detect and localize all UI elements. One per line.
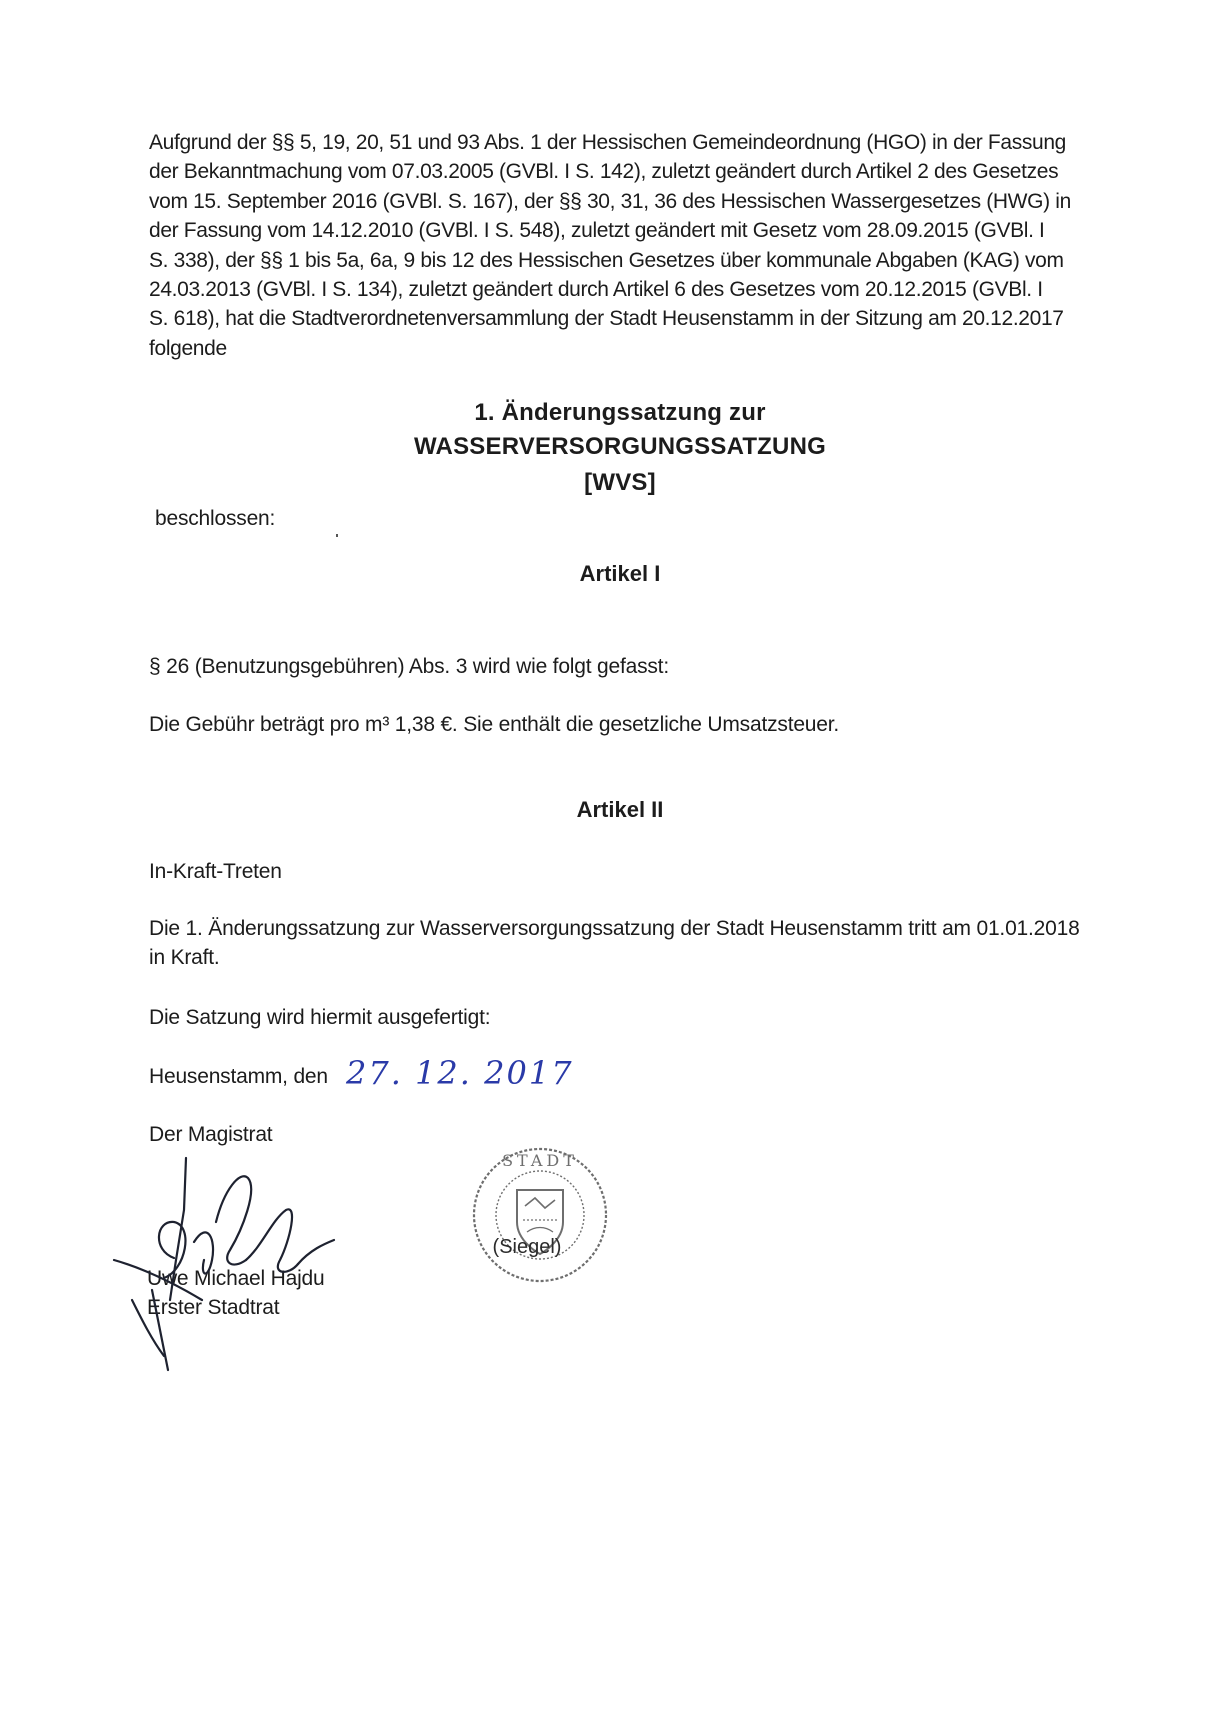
document-title-line-2: WASSERVERSORGUNGSSATZUNG <box>414 433 826 460</box>
preamble-line: Aufgrund der §§ 5, 19, 20, 51 und 93 Abs. 1 der Hessischen Gemeindeordnung (HGO) in der Fassung <box>149 131 1066 154</box>
scan-speck <box>336 534 338 537</box>
artikel-2-paragraph-line-1: Die 1. Änderungssatzung zur Wasserversorgungssatzung der Stadt Heusenstamm tritt am 01.01.2018 <box>149 917 1080 940</box>
artikel-2-paragraph-line-2: in Kraft. <box>149 946 220 969</box>
artikel-2-subheading: In-Kraft-Treten <box>149 860 282 883</box>
preamble-line: S. 338), der §§ 1 bis 5a, 6a, 9 bis 12 des Hessischen Gesetzes über kommunale Abgaben (KAG) vom <box>149 248 1064 272</box>
seal-label: (Siegel) <box>492 1236 562 1258</box>
place-date-label: Heusenstamm, den <box>149 1065 328 1088</box>
signer-title: Erster Stadtrat <box>147 1296 280 1319</box>
official-seal <box>465 1140 615 1290</box>
preamble-line: der Bekanntmachung vom 07.03.2005 (GVBl. I S. 142), zuletzt geändert durch Artikel 2 des Gesetzes <box>149 160 1059 184</box>
preamble-line: der Fassung vom 14.12.2010 (GVBl. I S. 548), zuletzt geändert mit Gesetz vom 28.09.2015 (GVBl. I <box>149 219 1045 243</box>
artikel-1-heading: Artikel I <box>579 561 661 586</box>
ausgefertigt-statement: Die Satzung wird hiermit ausgefertigt: <box>149 1006 491 1029</box>
preamble-line: vom 15. September 2016 (GVBl. S. 167), der §§ 30, 31, 36 des Hessischen Wassergesetzes (HWG) in <box>149 189 1071 213</box>
artikel-2-heading: Artikel II <box>576 797 664 822</box>
magistrat-label: Der Magistrat <box>149 1123 273 1146</box>
seal-text: STADT <box>502 1151 578 1170</box>
signer-name: Uwe Michael Hajdu <box>147 1267 325 1290</box>
document-title-line-3: [WVS] <box>584 469 656 496</box>
preamble-paragraph <box>149 128 1069 363</box>
artikel-1-paragraph-2: Die Gebühr beträgt pro m³ 1,38 €. Sie enthält die gesetzliche Umsatzsteuer. <box>149 713 840 736</box>
artikel-1-paragraph-1: § 26 (Benutzungsgebühren) Abs. 3 wird wie folgt gefasst: <box>149 655 669 678</box>
signature-mark <box>112 1150 352 1380</box>
handwritten-date: 27. 12. 2017 <box>346 1054 574 1092</box>
preamble-line: 24.03.2013 (GVBl. I S. 134), zuletzt geändert durch Artikel 6 des Gesetzes vom 20.12.2015 (GVBl. I <box>149 278 1043 302</box>
preamble-line: folgende <box>149 336 227 360</box>
preamble-line: S. 618), hat die Stadtverordnetenversammlung der Stadt Heusenstamm in der Sitzung am 20.12.2017 <box>149 307 1064 331</box>
beschlossen-label: beschlossen: <box>155 507 276 530</box>
document-title-line-1: 1. Änderungssatzung zur <box>474 399 766 426</box>
